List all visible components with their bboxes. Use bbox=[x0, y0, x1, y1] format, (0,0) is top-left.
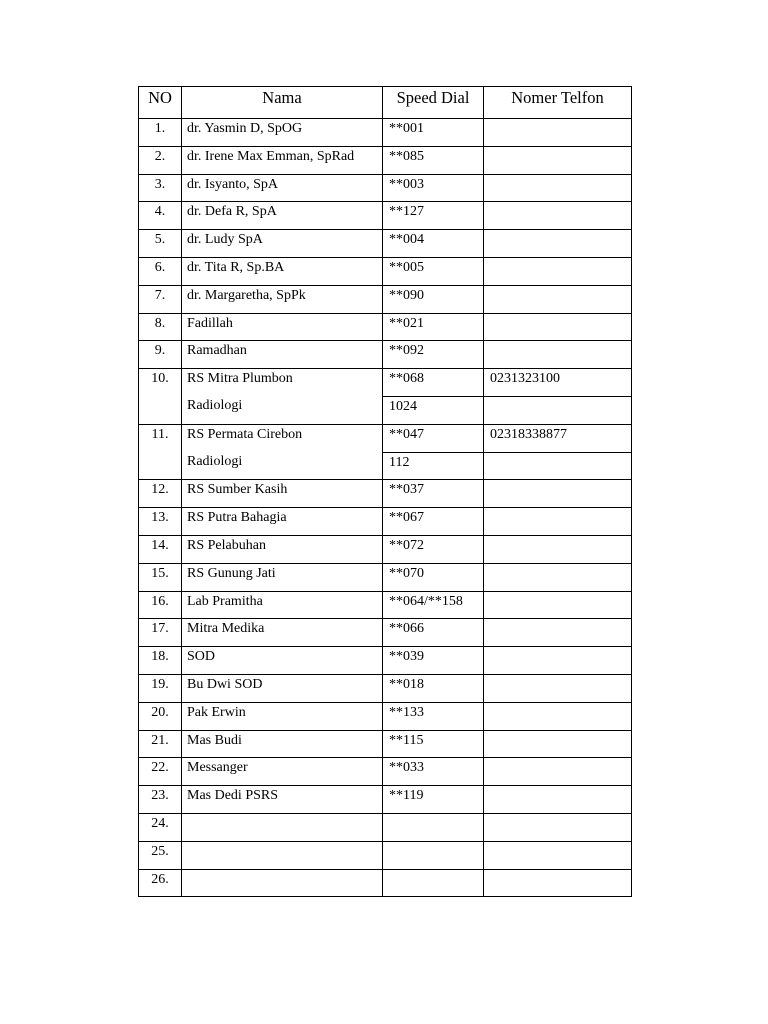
cell-nomer-telfon bbox=[484, 174, 632, 202]
table-row bbox=[139, 841, 632, 869]
cell-nama bbox=[182, 869, 383, 897]
cell-nomer-telfon bbox=[484, 452, 632, 480]
cell-nomer-telfon bbox=[484, 480, 632, 508]
table-row bbox=[139, 619, 632, 647]
cell-nama bbox=[182, 619, 383, 647]
nama-text: Fadillah bbox=[187, 315, 233, 331]
cell-no: 1. bbox=[139, 119, 182, 147]
cell-nomer-telfon: 0231323100 bbox=[484, 369, 632, 397]
cell-nomer-telfon bbox=[484, 341, 632, 369]
cell-nama bbox=[182, 285, 383, 313]
table-row bbox=[139, 813, 632, 841]
table-row bbox=[139, 424, 632, 452]
cell-nama bbox=[182, 341, 383, 369]
cell-nomer-telfon: 02318338877 bbox=[484, 424, 632, 452]
cell-speed-dial: **085 bbox=[383, 146, 484, 174]
cell-speed-dial: **037 bbox=[383, 480, 484, 508]
cell-no: 14. bbox=[139, 535, 182, 563]
cell-nama bbox=[182, 313, 383, 341]
cell-nama bbox=[182, 730, 383, 758]
table-row bbox=[139, 313, 632, 341]
cell-nomer-telfon bbox=[484, 619, 632, 647]
nama-text: Messanger bbox=[187, 760, 248, 776]
cell-nama bbox=[182, 424, 383, 480]
table-row bbox=[139, 202, 632, 230]
cell-nomer-telfon bbox=[484, 396, 632, 424]
cell-no: 24. bbox=[139, 813, 182, 841]
cell-no: 12. bbox=[139, 480, 182, 508]
cell-nama bbox=[182, 813, 383, 841]
table-row bbox=[139, 647, 632, 675]
cell-nama bbox=[182, 647, 383, 675]
header-no: NO bbox=[139, 87, 182, 119]
nama-subtext: Radiologi bbox=[187, 398, 243, 414]
cell-nama bbox=[182, 758, 383, 786]
cell-no: 4. bbox=[139, 202, 182, 230]
cell-no: 25. bbox=[139, 841, 182, 869]
cell-speed-dial: **092 bbox=[383, 341, 484, 369]
cell-nomer-telfon bbox=[484, 591, 632, 619]
cell-no: 2. bbox=[139, 146, 182, 174]
cell-nama bbox=[182, 369, 383, 425]
nama-text: dr. Defa R, SpA bbox=[187, 204, 277, 220]
cell-nomer-telfon bbox=[484, 674, 632, 702]
table-row bbox=[139, 674, 632, 702]
table-row bbox=[139, 786, 632, 814]
cell-speed-dial bbox=[383, 869, 484, 897]
nama-text: Pak Erwin bbox=[187, 704, 246, 720]
cell-nomer-telfon bbox=[484, 647, 632, 675]
cell-speed-dial: **133 bbox=[383, 702, 484, 730]
cell-no: 23. bbox=[139, 786, 182, 814]
cell-speed-dial: **090 bbox=[383, 285, 484, 313]
cell-no: 17. bbox=[139, 619, 182, 647]
table-row bbox=[139, 591, 632, 619]
cell-speed-dial: **068 bbox=[383, 369, 484, 397]
cell-nama bbox=[182, 480, 383, 508]
cell-no: 9. bbox=[139, 341, 182, 369]
cell-no: 19. bbox=[139, 674, 182, 702]
cell-speed-dial: **047 bbox=[383, 424, 484, 452]
cell-nama bbox=[182, 591, 383, 619]
cell-nomer-telfon bbox=[484, 508, 632, 536]
cell-nomer-telfon bbox=[484, 813, 632, 841]
cell-speed-dial: **127 bbox=[383, 202, 484, 230]
cell-nomer-telfon bbox=[484, 119, 632, 147]
cell-nomer-telfon bbox=[484, 146, 632, 174]
table-row bbox=[139, 480, 632, 508]
cell-no: 13. bbox=[139, 508, 182, 536]
cell-speed-dial: **070 bbox=[383, 563, 484, 591]
cell-no: 7. bbox=[139, 285, 182, 313]
cell-nomer-telfon bbox=[484, 730, 632, 758]
nama-text: RS Permata Cirebon bbox=[187, 426, 303, 442]
cell-nama bbox=[182, 174, 383, 202]
cell-speed-dial: **064/**158 bbox=[383, 591, 484, 619]
cell-nama bbox=[182, 119, 383, 147]
cell-speed-dial: **005 bbox=[383, 257, 484, 285]
nama-text: dr. Margaretha, SpPk bbox=[187, 287, 306, 303]
nama-text: Ramadhan bbox=[187, 343, 247, 359]
cell-speed-dial: **067 bbox=[383, 508, 484, 536]
table-row bbox=[139, 174, 632, 202]
header-nama: Nama bbox=[182, 87, 383, 119]
cell-no: 8. bbox=[139, 313, 182, 341]
nama-text: Lab Pramitha bbox=[187, 593, 263, 609]
cell-speed-dial: 112 bbox=[383, 452, 484, 480]
cell-speed-dial bbox=[383, 813, 484, 841]
cell-speed-dial: **001 bbox=[383, 119, 484, 147]
nama-text: dr. Irene Max Emman, SpRad bbox=[187, 148, 355, 164]
cell-speed-dial: **018 bbox=[383, 674, 484, 702]
cell-nomer-telfon bbox=[484, 313, 632, 341]
cell-nama bbox=[182, 674, 383, 702]
nama-text: RS Gunung Jati bbox=[187, 565, 276, 581]
cell-nomer-telfon bbox=[484, 869, 632, 897]
nama-text: dr. Tita R, Sp.BA bbox=[187, 259, 285, 275]
table-row bbox=[139, 508, 632, 536]
cell-nama bbox=[182, 702, 383, 730]
cell-nomer-telfon bbox=[484, 786, 632, 814]
table-row bbox=[139, 869, 632, 897]
cell-no: 16. bbox=[139, 591, 182, 619]
cell-nama bbox=[182, 202, 383, 230]
cell-no: 5. bbox=[139, 230, 182, 258]
cell-no: 18. bbox=[139, 647, 182, 675]
cell-speed-dial: **004 bbox=[383, 230, 484, 258]
cell-nama bbox=[182, 563, 383, 591]
cell-nomer-telfon bbox=[484, 841, 632, 869]
cell-speed-dial: **115 bbox=[383, 730, 484, 758]
nama-text: Mas Dedi PSRS bbox=[187, 788, 279, 804]
table-row bbox=[139, 146, 632, 174]
cell-nama bbox=[182, 786, 383, 814]
nama-text: dr. Yasmin D, SpOG bbox=[187, 121, 303, 136]
cell-nama bbox=[182, 230, 383, 258]
cell-no: 10. bbox=[139, 369, 182, 425]
header-speed-dial: Speed Dial bbox=[383, 87, 484, 119]
cell-nomer-telfon bbox=[484, 758, 632, 786]
cell-nama bbox=[182, 257, 383, 285]
cell-no: 26. bbox=[139, 869, 182, 897]
nama-text: SOD bbox=[187, 649, 216, 665]
cell-no: 22. bbox=[139, 758, 182, 786]
table-row bbox=[139, 285, 632, 313]
cell-speed-dial: **039 bbox=[383, 647, 484, 675]
cell-nama bbox=[182, 535, 383, 563]
nama-text: RS Sumber Kasih bbox=[187, 482, 288, 498]
table-row bbox=[139, 702, 632, 730]
cell-speed-dial bbox=[383, 841, 484, 869]
nama-text: RS Pelabuhan bbox=[187, 537, 266, 553]
table-row bbox=[139, 119, 632, 147]
cell-speed-dial: **033 bbox=[383, 758, 484, 786]
cell-no: 21. bbox=[139, 730, 182, 758]
cell-nomer-telfon bbox=[484, 257, 632, 285]
cell-nama bbox=[182, 146, 383, 174]
nama-text: Mitra Medika bbox=[187, 621, 265, 637]
table-row bbox=[139, 535, 632, 563]
nama-subtext: Radiologi bbox=[187, 453, 243, 469]
table-row bbox=[139, 758, 632, 786]
cell-speed-dial: **003 bbox=[383, 174, 484, 202]
nama-text: dr. Isyanto, SpA bbox=[187, 176, 278, 192]
table-row bbox=[139, 563, 632, 591]
cell-nama bbox=[182, 841, 383, 869]
cell-speed-dial: **021 bbox=[383, 313, 484, 341]
cell-nomer-telfon bbox=[484, 563, 632, 591]
cell-speed-dial: **066 bbox=[383, 619, 484, 647]
cell-nomer-telfon bbox=[484, 535, 632, 563]
cell-speed-dial: **072 bbox=[383, 535, 484, 563]
cell-speed-dial: 1024 bbox=[383, 396, 484, 424]
nama-text: RS Putra Bahagia bbox=[187, 510, 287, 526]
table-header-row bbox=[139, 87, 632, 119]
nama-text: dr. Ludy SpA bbox=[187, 232, 263, 248]
cell-nomer-telfon bbox=[484, 230, 632, 258]
cell-nomer-telfon bbox=[484, 285, 632, 313]
nama-text: Bu Dwi SOD bbox=[187, 676, 263, 692]
table-body bbox=[139, 119, 632, 897]
table-row bbox=[139, 230, 632, 258]
cell-no: 20. bbox=[139, 702, 182, 730]
table-row bbox=[139, 341, 632, 369]
table-row bbox=[139, 369, 632, 397]
cell-no: 3. bbox=[139, 174, 182, 202]
cell-speed-dial: **119 bbox=[383, 786, 484, 814]
nama-text: Mas Budi bbox=[187, 732, 242, 748]
table-row bbox=[139, 257, 632, 285]
table-row bbox=[139, 730, 632, 758]
header-nomer-telfon: Nomer Telfon bbox=[484, 87, 632, 119]
cell-nomer-telfon bbox=[484, 202, 632, 230]
cell-no: 6. bbox=[139, 257, 182, 285]
cell-nama bbox=[182, 508, 383, 536]
speed-dial-table bbox=[138, 86, 632, 897]
cell-nomer-telfon bbox=[484, 702, 632, 730]
nama-text: RS Mitra Plumbon bbox=[187, 371, 293, 387]
cell-no: 11. bbox=[139, 424, 182, 480]
cell-no: 15. bbox=[139, 563, 182, 591]
